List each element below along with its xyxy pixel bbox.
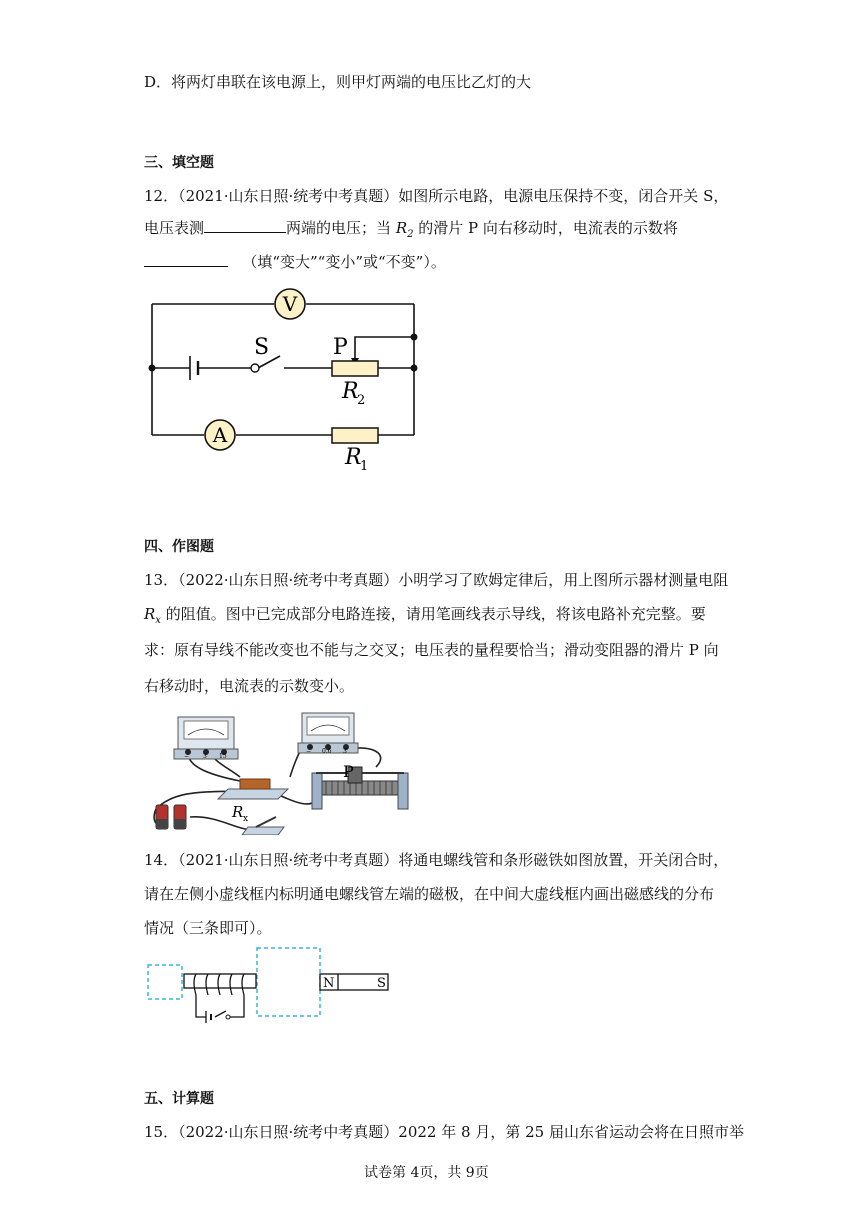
q12-text-c: 的滑片 P 向右移动时，电流表的示数将 xyxy=(418,219,678,237)
small-dashed-box xyxy=(148,965,182,999)
svg-text:A: A xyxy=(212,423,228,447)
q13-line2: $R_x$ 的阻值。图中已完成部分电路连接，请用笔画线表示导线，将该电路补充完整。要 xyxy=(144,605,706,626)
circuit-diagram xyxy=(140,280,440,480)
svg-text:3: 3 xyxy=(203,753,207,760)
rheostat-device xyxy=(312,767,408,809)
svg-text:V: V xyxy=(282,292,298,316)
svg-text:−: − xyxy=(184,753,190,760)
svg-text:x: x xyxy=(243,814,249,824)
label-p: P xyxy=(333,335,348,360)
resistor-rx-device xyxy=(218,779,288,799)
q12-r2: $R_2$ xyxy=(395,219,414,240)
svg-text:2: 2 xyxy=(357,393,366,408)
svg-text:R: R xyxy=(345,445,362,470)
page-footer: 试卷第 4页，共 9页 xyxy=(364,1165,489,1181)
q12-text-a: 电压表测 xyxy=(144,219,205,237)
magnet-s: S xyxy=(377,976,386,991)
q12-line2 xyxy=(144,218,678,245)
apparatus-figure xyxy=(140,705,430,835)
switch-device xyxy=(242,817,284,835)
q15-line1: 15．（2022·山东日照·统考中考真题）2022 年 8 月，第 25 届山东省运动会将在日照市举 xyxy=(144,1123,744,1141)
svg-text:R: R xyxy=(342,379,359,404)
ammeter-device xyxy=(298,713,358,755)
svg-text:15: 15 xyxy=(219,753,227,760)
section-title-fill-in: 三、填空题 xyxy=(144,155,214,171)
svg-text:3: 3 xyxy=(343,748,347,755)
q12-text-b: 两端的电压；当 xyxy=(286,219,392,237)
q12-blank-2 xyxy=(144,252,228,267)
resistor-r1 xyxy=(332,428,378,443)
q14-line1: 14．（2021·山东日照·统考中考真题）将通电螺线管和条形磁铁如图放置，开关闭合时， xyxy=(144,851,729,869)
section-title-drawing: 四、作图题 xyxy=(144,539,214,555)
large-dashed-box xyxy=(257,948,320,1016)
label-p-apparatus: P xyxy=(343,762,354,781)
label-s: S xyxy=(254,335,270,360)
svg-text:−: − xyxy=(306,748,312,755)
q12-line3: （填“变大”“变小”或“不变”）。 xyxy=(144,252,446,272)
switch-contact xyxy=(251,364,259,372)
q13-line4: 右移动时，电流表的示数变小。 xyxy=(144,677,355,695)
magnet-n: N xyxy=(323,976,335,991)
resistor-r2 xyxy=(332,361,378,376)
solenoid-figure xyxy=(140,945,400,1035)
q12-line1: 12．（2021·山东日照·统考中考真题）如图所示电路，电源电压保持不变，闭合开关 S， xyxy=(144,187,729,205)
option-d: D．将两灯串联在该电源上，则甲灯两端的电压比乙灯的大 xyxy=(144,73,532,91)
q14-line2: 请在左侧小虚线框内标明通电螺线管左端的磁极，在中间大虚线框内画出磁感线的分布 xyxy=(144,885,715,903)
q12-blank-1 xyxy=(204,218,286,233)
svg-text:R: R xyxy=(232,803,244,821)
voltmeter-device xyxy=(174,717,238,760)
svg-text:0.6: 0.6 xyxy=(322,748,332,755)
q13-line3: 求：原有导线不能改变也不能与之交叉；电压表的量程要恰当；滑动变阻器的滑片 P 向 xyxy=(144,641,719,659)
q14-line3: 情况（三条即可）。 xyxy=(144,919,272,937)
svg-text:1: 1 xyxy=(360,459,369,474)
battery-icon xyxy=(156,805,186,829)
q13-line1: 13．（2022·山东日照·统考中考真题）小明学习了欧姆定律后，用上图所示器材测量电阻 xyxy=(144,571,729,589)
section-title-calculation: 五、计算题 xyxy=(144,1091,214,1107)
